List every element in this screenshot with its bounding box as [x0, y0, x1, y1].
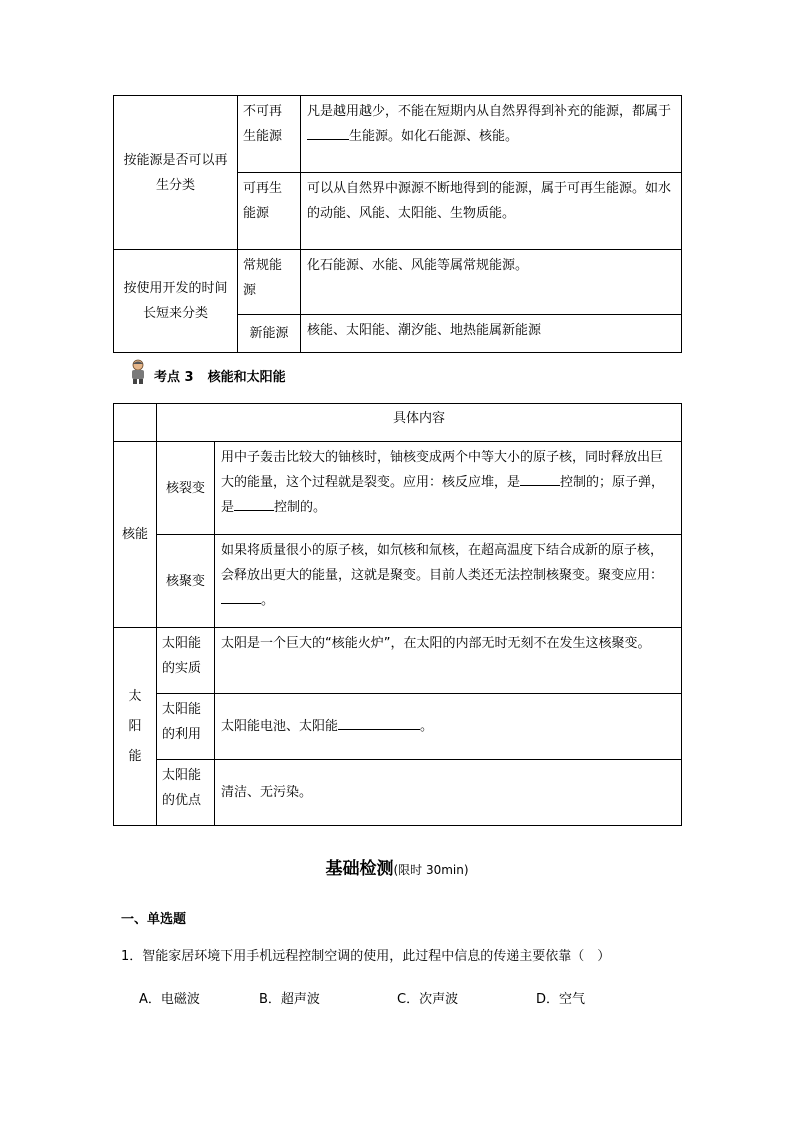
section-title: [0, 854, 794, 879]
label-fusion: 核聚变: [157, 535, 215, 628]
section-time-note: (限时 30min): [393, 863, 469, 877]
desc-nonrenewable: 凡是越用越少，不能在短期内从自然界得到补充的能源，都属于生能源。如化石能源、核能。: [301, 96, 682, 173]
label-solar-advantage: 太阳能的优点: [157, 760, 215, 826]
label-solar-use: 太阳能的利用: [157, 694, 215, 760]
topic-title: 核能和太阳能: [207, 370, 286, 385]
group-nuclear: 核能: [114, 442, 157, 628]
category-renewable: 按能源是否可以再生分类: [114, 96, 238, 250]
type-nonrenewable: 不可再生能源: [238, 96, 301, 173]
type-renewable: 可再生能源: [238, 173, 301, 250]
subsection-title: 一、单选题: [121, 912, 187, 927]
student-figure-icon: [128, 359, 148, 385]
label-solar-essence: 太阳能的实质: [157, 628, 215, 694]
header-content: 具体内容: [157, 404, 682, 442]
desc-renewable: 可以从自然界中源源不断地得到的能源，属于可再生能源。如水的动能、风能、太阳能、生物质能。: [301, 173, 682, 250]
fill-blank: [234, 496, 274, 511]
desc-solar-use: 太阳能电池、太阳能 。: [215, 694, 682, 760]
desc-conventional: 化石能源、水能、风能等属常规能源。: [301, 250, 682, 315]
fill-blank: [221, 589, 261, 604]
desc-fusion: 如果将质量很小的原子核，如氘核和氚核，在超高温度下结合成新的原子核，会释放出更大的能量，这就是聚变。目前人类还无法控制核聚变。聚变应用：。: [215, 535, 682, 628]
question-text: 1．智能家居环境下用手机远程控制空调的使用，此过程中信息的传递主要依靠（ ）: [121, 949, 611, 964]
type-new: 新能源: [238, 315, 301, 353]
section-title-text: 基础检测: [325, 859, 394, 879]
header-empty: [114, 404, 157, 442]
group-solar: 太 阳 能: [114, 628, 157, 826]
desc-new: 核能、太阳能、潮汐能、地热能属新能源: [301, 315, 682, 353]
nuclear-solar-table: [113, 403, 682, 826]
fill-blank: [520, 471, 560, 486]
option-b: B．超声波: [259, 992, 320, 1007]
fill-blank: [307, 125, 349, 140]
fill-blank: [338, 715, 420, 730]
category-development: 按使用开发的时间长短来分类: [114, 250, 238, 353]
option-d: D．空气: [536, 992, 586, 1007]
option-c: C．次声波: [397, 992, 459, 1007]
label-fission: 核裂变: [157, 442, 215, 535]
topic-label: 考点 3: [154, 370, 194, 385]
desc-solar-essence: 太阳是一个巨大的“核能火炉”，在太阳的内部无时无刻不在发生这核聚变。: [215, 628, 682, 694]
type-conventional: 常规能源: [238, 250, 301, 315]
energy-classification-table: [113, 95, 682, 353]
desc-solar-advantage: 清洁、无污染。: [215, 760, 682, 826]
topic-heading: [128, 359, 286, 385]
option-a: A．电磁波: [139, 992, 200, 1007]
desc-fission: 用中子轰击比较大的铀核时，铀核变成两个中等大小的原子核，同时释放出巨大的能量，这个过程就是裂变。应用：核反应堆，是 控制的；原子弹，是 控制的。: [215, 442, 682, 535]
